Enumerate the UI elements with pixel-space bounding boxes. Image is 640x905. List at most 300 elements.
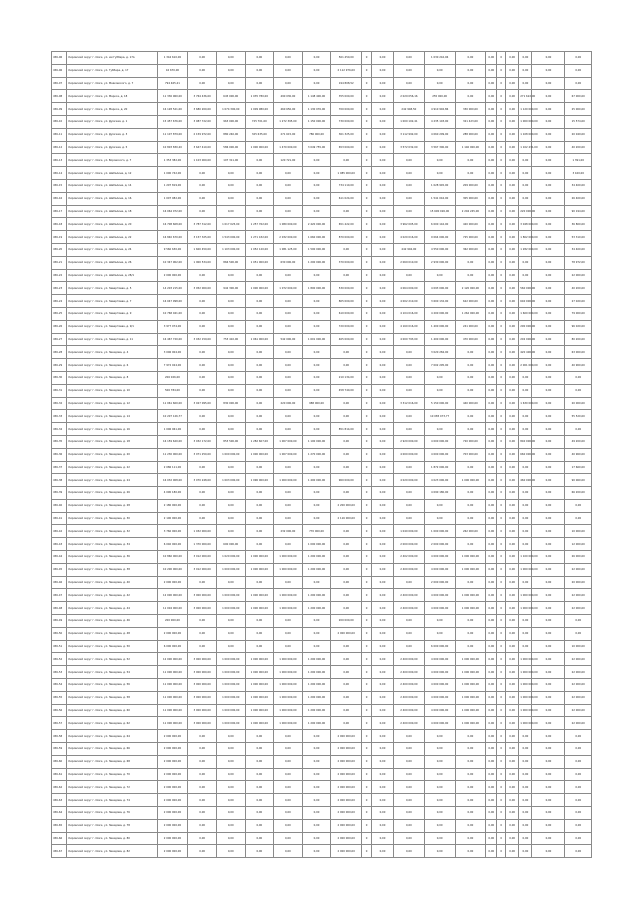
row-value-cell: 0,00	[274, 346, 303, 359]
row-code: 456-56	[52, 704, 67, 717]
row-value-cell: 0,00	[216, 410, 245, 423]
row-value-cell: 610 000,00	[331, 307, 362, 320]
row-value-cell: 0,00	[274, 423, 303, 436]
row-value-cell: 0,00	[331, 679, 362, 692]
row-value-cell: 0	[497, 307, 506, 320]
row-value-cell: 0,00	[506, 832, 519, 845]
row-value-cell: 0,00	[216, 730, 245, 743]
row-value-cell: 0,00	[532, 730, 565, 743]
row-value-cell: 34 400,00	[565, 179, 592, 192]
row-value-cell: 0,00	[393, 627, 424, 640]
row-value-cell: 0,00	[506, 602, 519, 615]
row-value-cell: 12 000 000,00	[157, 589, 188, 602]
row-value-cell: 0,00	[371, 282, 393, 295]
row-value-cell: 3 000 000,00	[188, 704, 217, 717]
row-value-cell: 0,00	[393, 819, 424, 832]
table-row	[52, 525, 592, 538]
row-code: 456-65	[52, 819, 67, 832]
row-value-cell: 80 200,00	[565, 333, 592, 346]
row-value-cell: 0,00	[565, 64, 592, 77]
row-value-cell: 0,00	[188, 819, 217, 832]
row-value-cell: 209 000,00	[455, 179, 486, 192]
row-value-cell: 0,00	[519, 576, 532, 589]
row-value-cell: 0,00	[274, 807, 303, 820]
row-value-cell: 1 096 000,00	[245, 474, 274, 487]
row-value-cell: 0,00	[274, 205, 303, 218]
row-value-cell: 1 297 819,00	[157, 179, 188, 192]
row-value-cell: 0,00	[424, 794, 455, 807]
row-value-cell: 3 012 000,00	[188, 551, 217, 564]
row-address: Кировский округ г. Омск, ул. Шебалина, д. 14	[67, 179, 157, 192]
row-value-cell: 1 282 607,00	[245, 435, 274, 448]
row-value-cell: 0,00	[486, 205, 497, 218]
row-value-cell: 16 159 620,00	[157, 435, 188, 448]
row-value-cell: 0,00	[245, 64, 274, 77]
row-value-cell: 0	[497, 551, 506, 564]
row-value-cell: 611 024,00	[331, 192, 362, 205]
row-value-cell: 0,00	[274, 845, 303, 858]
row-code: 456-41	[52, 512, 67, 525]
row-value-cell: 0,00	[486, 845, 497, 858]
row-value-cell: 0,00	[506, 346, 519, 359]
row-value-cell: 0	[497, 576, 506, 589]
row-value-cell: 0	[362, 474, 372, 487]
row-value-cell: 0,00	[532, 627, 565, 640]
row-value-cell: 0,00	[532, 576, 565, 589]
row-value-cell: 0,00	[274, 512, 303, 525]
row-value-cell: 355 000,00	[331, 90, 362, 103]
row-code: 456-08	[52, 90, 67, 103]
row-value-cell: 0	[497, 474, 506, 487]
row-value-cell: 10 085 073,77	[424, 410, 455, 423]
row-value-cell: 0,00	[216, 487, 245, 500]
row-address: Кировский округ г. Омск, ул. Губбера, д. 17	[67, 64, 157, 77]
row-value-cell: 0,00	[506, 755, 519, 768]
table-row	[52, 320, 592, 333]
row-value-cell: 2 000 000,00	[157, 743, 188, 756]
row-value-cell: 0	[362, 653, 372, 666]
row-value-cell: 0,00	[519, 423, 532, 436]
row-value-cell: 16 032 008,00	[157, 474, 188, 487]
row-value-cell: 3 000 000,00	[188, 666, 217, 679]
row-value-cell: 0	[362, 282, 372, 295]
table-row	[52, 704, 592, 717]
row-value-cell: 0,00	[455, 781, 486, 794]
row-value-cell: 963 000,00	[216, 115, 245, 128]
row-value-cell: 0,00	[371, 154, 393, 167]
row-value-cell: 1 000 000,00	[216, 717, 245, 730]
row-value-cell: 1 000 742,00	[157, 167, 188, 180]
row-value-cell: 0,00	[506, 371, 519, 384]
row-code: 456-06	[52, 52, 67, 65]
row-value-cell: 0,00	[245, 640, 274, 653]
row-value-cell: 0	[362, 768, 372, 781]
row-value-cell: 3 600 132,00	[424, 295, 455, 308]
row-value-cell: 0,00	[302, 346, 331, 359]
row-value-cell: 880 240,00	[216, 128, 245, 141]
row-value-cell: 0,00	[455, 64, 486, 77]
row-value-cell: 4 550 000,00	[424, 243, 455, 256]
row-value-cell: 0	[497, 64, 506, 77]
row-value-cell: 458 740,00	[331, 384, 362, 397]
row-value-cell: 0,00	[245, 410, 274, 423]
row-value-cell: 0,00	[188, 640, 217, 653]
row-value-cell: 2 000 000,00	[331, 794, 362, 807]
row-value-cell: 1 200 000,00	[302, 602, 331, 615]
row-value-cell: 0,00	[216, 346, 245, 359]
row-value-cell: 0,00	[565, 730, 592, 743]
row-value-cell: 4 023 000,00	[424, 474, 455, 487]
row-value-cell: 0,00	[532, 435, 565, 448]
table-row	[52, 128, 592, 141]
row-value-cell: 2 400 000,00	[393, 589, 424, 602]
table-row	[52, 589, 592, 602]
row-value-cell: 0,00	[245, 576, 274, 589]
row-value-cell: 0	[362, 679, 372, 692]
row-value-cell: 2 000 000,00	[157, 819, 188, 832]
row-value-cell: 2 000 000,00	[157, 576, 188, 589]
row-value-cell: 0,00	[565, 384, 592, 397]
row-value-cell: 220 000,00	[519, 205, 532, 218]
row-value-cell: 0	[497, 589, 506, 602]
row-value-cell: 1 061 000,00	[245, 333, 274, 346]
row-value-cell: 0,00	[506, 704, 519, 717]
row-value-cell: 561 450,00	[331, 52, 362, 65]
row-value-cell: 0,00	[302, 781, 331, 794]
row-value-cell: 0,00	[486, 691, 497, 704]
row-value-cell: 0,00	[424, 154, 455, 167]
row-value-cell: 0,00	[486, 538, 497, 551]
row-value-cell: 1 108 000,00	[519, 128, 532, 141]
row-value-cell: 0,00	[188, 52, 217, 65]
row-value-cell: 0,00	[371, 320, 393, 333]
row-value-cell: 11 004 000,00	[157, 602, 188, 615]
row-value-cell: 1 200 000,00	[302, 679, 331, 692]
table-row	[52, 474, 592, 487]
table-row	[52, 64, 592, 77]
row-value-cell: 0,00	[393, 755, 424, 768]
row-value-cell: 0,00	[506, 64, 519, 77]
row-value-cell: 420 400,00	[519, 346, 532, 359]
row-value-cell: 0,00	[331, 602, 362, 615]
row-value-cell: 0,00	[486, 525, 497, 538]
row-value-cell: 0,00	[302, 576, 331, 589]
row-value-cell: 1 000 000,00	[424, 525, 455, 538]
row-address: Кировский округ г. Омск, ул. Звездова, д. 64	[67, 730, 157, 743]
row-value-cell: 0,00	[274, 640, 303, 653]
row-value-cell: 0	[497, 615, 506, 628]
row-value-cell: 0	[497, 679, 506, 692]
row-address: Кировский округ г. Омск, ул. Шебалина, д. 20	[67, 218, 157, 231]
row-value-cell: 0,00	[216, 794, 245, 807]
row-value-cell: 0,00	[519, 832, 532, 845]
row-value-cell: 1 200 000,00	[302, 704, 331, 717]
row-value-cell: 0,00	[486, 627, 497, 640]
row-value-cell: 2 400 000,00	[393, 666, 424, 679]
row-value-cell: 0,00	[393, 640, 424, 653]
row-value-cell: 0,00	[371, 359, 393, 372]
row-value-cell: 2 000 000,00	[331, 730, 362, 743]
row-value-cell: 7 972 024,00	[157, 359, 188, 372]
row-value-cell: 0	[497, 487, 506, 500]
row-value-cell: 0,00	[393, 461, 424, 474]
row-value-cell: 3 032 159,00	[188, 333, 217, 346]
row-value-cell: 0,00	[486, 256, 497, 269]
row-value-cell: 1 400 000,00	[302, 474, 331, 487]
row-value-cell: 0,00	[245, 371, 274, 384]
row-value-cell: 0,00	[245, 768, 274, 781]
row-value-cell: 0	[497, 128, 506, 141]
row-value-cell: 0,00	[424, 499, 455, 512]
row-value-cell: 2 204 245,00	[455, 205, 486, 218]
row-value-cell: 0,00	[245, 384, 274, 397]
row-value-cell: 0,00	[302, 730, 331, 743]
row-value-cell: 0,00	[519, 819, 532, 832]
row-value-cell: 22 000,00	[565, 691, 592, 704]
row-value-cell: 1 017 025,00	[216, 218, 245, 231]
row-value-cell: 0	[362, 563, 372, 576]
row-value-cell: 0,00	[371, 781, 393, 794]
row-value-cell: 0,00	[371, 525, 393, 538]
row-value-cell: 2 000 000,00	[157, 768, 188, 781]
row-value-cell: 2 000 000,00	[424, 538, 455, 551]
row-value-cell: 0,00	[455, 768, 486, 781]
row-code: 456-49	[52, 615, 67, 628]
row-value-cell: 0	[497, 448, 506, 461]
row-value-cell: 1 000 000,00	[455, 717, 486, 730]
row-value-cell: 0,00	[371, 602, 393, 615]
row-value-cell: 0,00	[506, 141, 519, 154]
row-value-cell: 0,00	[455, 819, 486, 832]
row-value-cell: 0,00	[393, 52, 424, 65]
table-row	[52, 730, 592, 743]
row-value-cell: 0,00	[371, 52, 393, 65]
row-value-cell: 0,00	[532, 77, 565, 90]
row-value-cell: 0,00	[188, 384, 217, 397]
row-value-cell: 0,00	[371, 128, 393, 141]
row-value-cell: 0,00	[371, 717, 393, 730]
row-value-cell: 0	[362, 730, 372, 743]
row-value-cell: 0,00	[245, 423, 274, 436]
row-address: Кировский округ г. Омск, ул. Звездова, д. 18	[67, 435, 157, 448]
row-value-cell: 0,00	[506, 781, 519, 794]
row-value-cell: 0,00	[532, 205, 565, 218]
row-value-cell: 0	[497, 115, 506, 128]
row-value-cell: 0,00	[274, 410, 303, 423]
row-value-cell: 0,00	[302, 307, 331, 320]
row-value-cell: 0	[362, 115, 372, 128]
row-value-cell: 1 200 000,00	[302, 717, 331, 730]
row-value-cell: 0,00	[565, 371, 592, 384]
row-value-cell: 1 000 000,00	[455, 474, 486, 487]
row-value-cell: 4 000 000,00	[424, 435, 455, 448]
row-value-cell: 0,00	[245, 627, 274, 640]
row-value-cell: 0,00	[519, 755, 532, 768]
row-value-cell: 3 647 410,00	[188, 141, 217, 154]
row-value-cell: 210 134,00	[331, 371, 362, 384]
row-value-cell: 2 000 000,00	[157, 807, 188, 820]
row-code: 456-40	[52, 499, 67, 512]
row-value-cell: 0,00	[302, 487, 331, 500]
row-address: Кировский округ г. Омск, ул. Звездова, д. 52	[67, 653, 157, 666]
row-value-cell: 2 400 000,00	[393, 602, 424, 615]
row-value-cell: 0,00	[331, 487, 362, 500]
row-value-cell: 0,00	[371, 474, 393, 487]
row-value-cell: 0	[497, 282, 506, 295]
row-value-cell: 734 110,00	[331, 179, 362, 192]
row-value-cell: 0,00	[188, 576, 217, 589]
table-row	[52, 832, 592, 845]
row-value-cell: 4 235 103,00	[424, 115, 455, 128]
row-value-cell: 4 000 000,00	[424, 653, 455, 666]
row-value-cell: 11 000 000,00	[157, 704, 188, 717]
row-code: 456-51	[52, 640, 67, 653]
row-value-cell: 0,00	[302, 461, 331, 474]
row-value-cell: 0,00	[302, 743, 331, 756]
row-value-cell: 0	[362, 525, 372, 538]
row-value-cell: 2 400 000,00	[393, 704, 424, 717]
row-value-cell: 0	[362, 461, 372, 474]
row-value-cell: 0,00	[455, 461, 486, 474]
row-value-cell: 0,00	[393, 499, 424, 512]
row-value-cell: 0,00	[424, 730, 455, 743]
row-value-cell: 0,00	[245, 295, 274, 308]
row-value-cell: 1 000 000,00	[274, 679, 303, 692]
row-value-cell: 1 800 000,00	[302, 282, 331, 295]
row-address: Кировский округ г. Омск, ул. Звездова, д. 24	[67, 474, 157, 487]
table-row	[52, 461, 592, 474]
row-value-cell: 1 000 000,00	[274, 653, 303, 666]
row-value-cell: 0	[362, 448, 372, 461]
row-value-cell: 1 541 016,00	[424, 192, 455, 205]
row-value-cell: 0,00	[532, 743, 565, 756]
row-value-cell: 26 400,00	[565, 192, 592, 205]
row-value-cell: 0,00	[486, 512, 497, 525]
row-value-cell: 660 000,00	[519, 448, 532, 461]
row-value-cell: 0,00	[188, 167, 217, 180]
row-value-cell: 0,00	[532, 333, 565, 346]
row-address: Кировский округ г. Омск, ул. Завертяева, д. 9	[67, 307, 157, 320]
row-value-cell: 0,00	[216, 423, 245, 436]
table-row	[52, 640, 592, 653]
row-value-cell: 3 787 312,00	[188, 218, 217, 231]
row-value-cell: 9 560 630,00	[157, 243, 188, 256]
row-value-cell: 0	[362, 64, 372, 77]
row-value-cell: 1 040 000,00	[393, 525, 424, 538]
row-value-cell: 0,00	[506, 384, 519, 397]
row-value-cell: 0	[497, 154, 506, 167]
row-value-cell: 0,00	[455, 423, 486, 436]
row-value-cell: 1 000 000,00	[455, 551, 486, 564]
row-value-cell: 20 000,00	[565, 397, 592, 410]
row-code: 456-44	[52, 551, 67, 564]
row-value-cell: 1 872 000,00	[424, 461, 455, 474]
row-address: Кировский округ г. Омск, ул. Звездова, д. 70	[67, 768, 157, 781]
row-value-cell: 0,00	[331, 397, 362, 410]
row-value-cell: 0,00	[455, 359, 486, 372]
row-value-cell: 0,00	[393, 423, 424, 436]
row-code: 456-46	[52, 576, 67, 589]
row-value-cell: 0,00	[371, 807, 393, 820]
row-value-cell: 0,00	[424, 512, 455, 525]
row-value-cell: 0,00	[188, 807, 217, 820]
row-code: 456-12	[52, 141, 67, 154]
row-value-cell: 11 061 600,00	[157, 397, 188, 410]
row-value-cell: 0,00	[371, 103, 393, 116]
row-value-cell: 2 000 000,00	[331, 743, 362, 756]
row-address: Кировский округ г. Омск, ул. Звездова, д. 28	[67, 499, 157, 512]
row-value-cell: 0	[362, 794, 372, 807]
row-address: Кировский округ г. Омск, ул. Звездова, д. 30	[67, 512, 157, 525]
row-value-cell: 5 150 000,00	[424, 397, 455, 410]
row-value-cell: 0,00	[245, 461, 274, 474]
row-value-cell: 22 000,00	[565, 589, 592, 602]
row-value-cell: 200 000,00	[331, 615, 362, 628]
row-value-cell: 0	[362, 743, 372, 756]
row-value-cell: 0,00	[532, 141, 565, 154]
row-value-cell: 0,00	[245, 359, 274, 372]
row-value-cell: 4 002 210,00	[393, 295, 424, 308]
row-value-cell: 0,00	[532, 359, 565, 372]
row-value-cell: 3 312 016,00	[393, 397, 424, 410]
row-value-cell: 0,00	[331, 205, 362, 218]
row-value-cell: 1 000 000,00	[245, 717, 274, 730]
row-value-cell: 770 000,00	[302, 525, 331, 538]
row-address: Кировский округ г. Омск, ул. Звездова, д. 4	[67, 346, 157, 359]
row-value-cell: 271 615,00	[274, 128, 303, 141]
row-value-cell: 1 000 000,00	[455, 666, 486, 679]
row-value-cell: 330 000,00	[455, 103, 486, 116]
row-address: Кировский округ г. Омск, ул. Звездова, д. 10	[67, 384, 157, 397]
table-row	[52, 333, 592, 346]
row-value-cell: 0,00	[274, 499, 303, 512]
row-value-cell: 53 310,00	[565, 231, 592, 244]
row-value-cell: 0	[362, 615, 372, 628]
row-value-cell: 0,00	[486, 474, 497, 487]
row-value-cell: 22 000,00	[565, 704, 592, 717]
row-value-cell: 0	[362, 307, 372, 320]
row-value-cell: 0,00	[216, 845, 245, 858]
row-value-cell: 0,00	[532, 397, 565, 410]
row-value-cell: 0,00	[371, 435, 393, 448]
row-value-cell: 0,00	[302, 755, 331, 768]
row-value-cell: 0,00	[188, 295, 217, 308]
row-value-cell: 40 200,00	[565, 141, 592, 154]
row-value-cell: 22 000,00	[565, 269, 592, 282]
table-row	[52, 346, 592, 359]
row-value-cell: 0,00	[274, 320, 303, 333]
row-value-cell: 0	[497, 563, 506, 576]
row-value-cell: 3 962 005,00	[393, 218, 424, 231]
row-value-cell: 853 500,00	[216, 435, 245, 448]
row-value-cell: 0,00	[455, 743, 486, 756]
row-code: 456-21	[52, 256, 67, 269]
row-value-cell: 1 000 000,00	[455, 679, 486, 692]
row-address: Кировский округ г. Омск, ул. Звездова, д. 48	[67, 627, 157, 640]
row-value-cell: 2 112 976,00	[331, 64, 362, 77]
row-value-cell: 0,00	[245, 52, 274, 65]
row-value-cell: 0,00	[188, 205, 217, 218]
row-value-cell: 0,00	[506, 794, 519, 807]
row-value-cell: 2 000 000,00	[157, 627, 188, 640]
table-row	[52, 487, 592, 500]
row-address: Кировский округ г. Омск, ул. Звездова, д. 74	[67, 794, 157, 807]
row-value-cell: 0,00	[393, 192, 424, 205]
row-value-cell: 0,00	[188, 499, 217, 512]
row-value-cell: 700 000,00	[331, 103, 362, 116]
row-value-cell: 1 000 000,00	[455, 563, 486, 576]
row-value-cell: 16 670,00	[157, 64, 188, 77]
